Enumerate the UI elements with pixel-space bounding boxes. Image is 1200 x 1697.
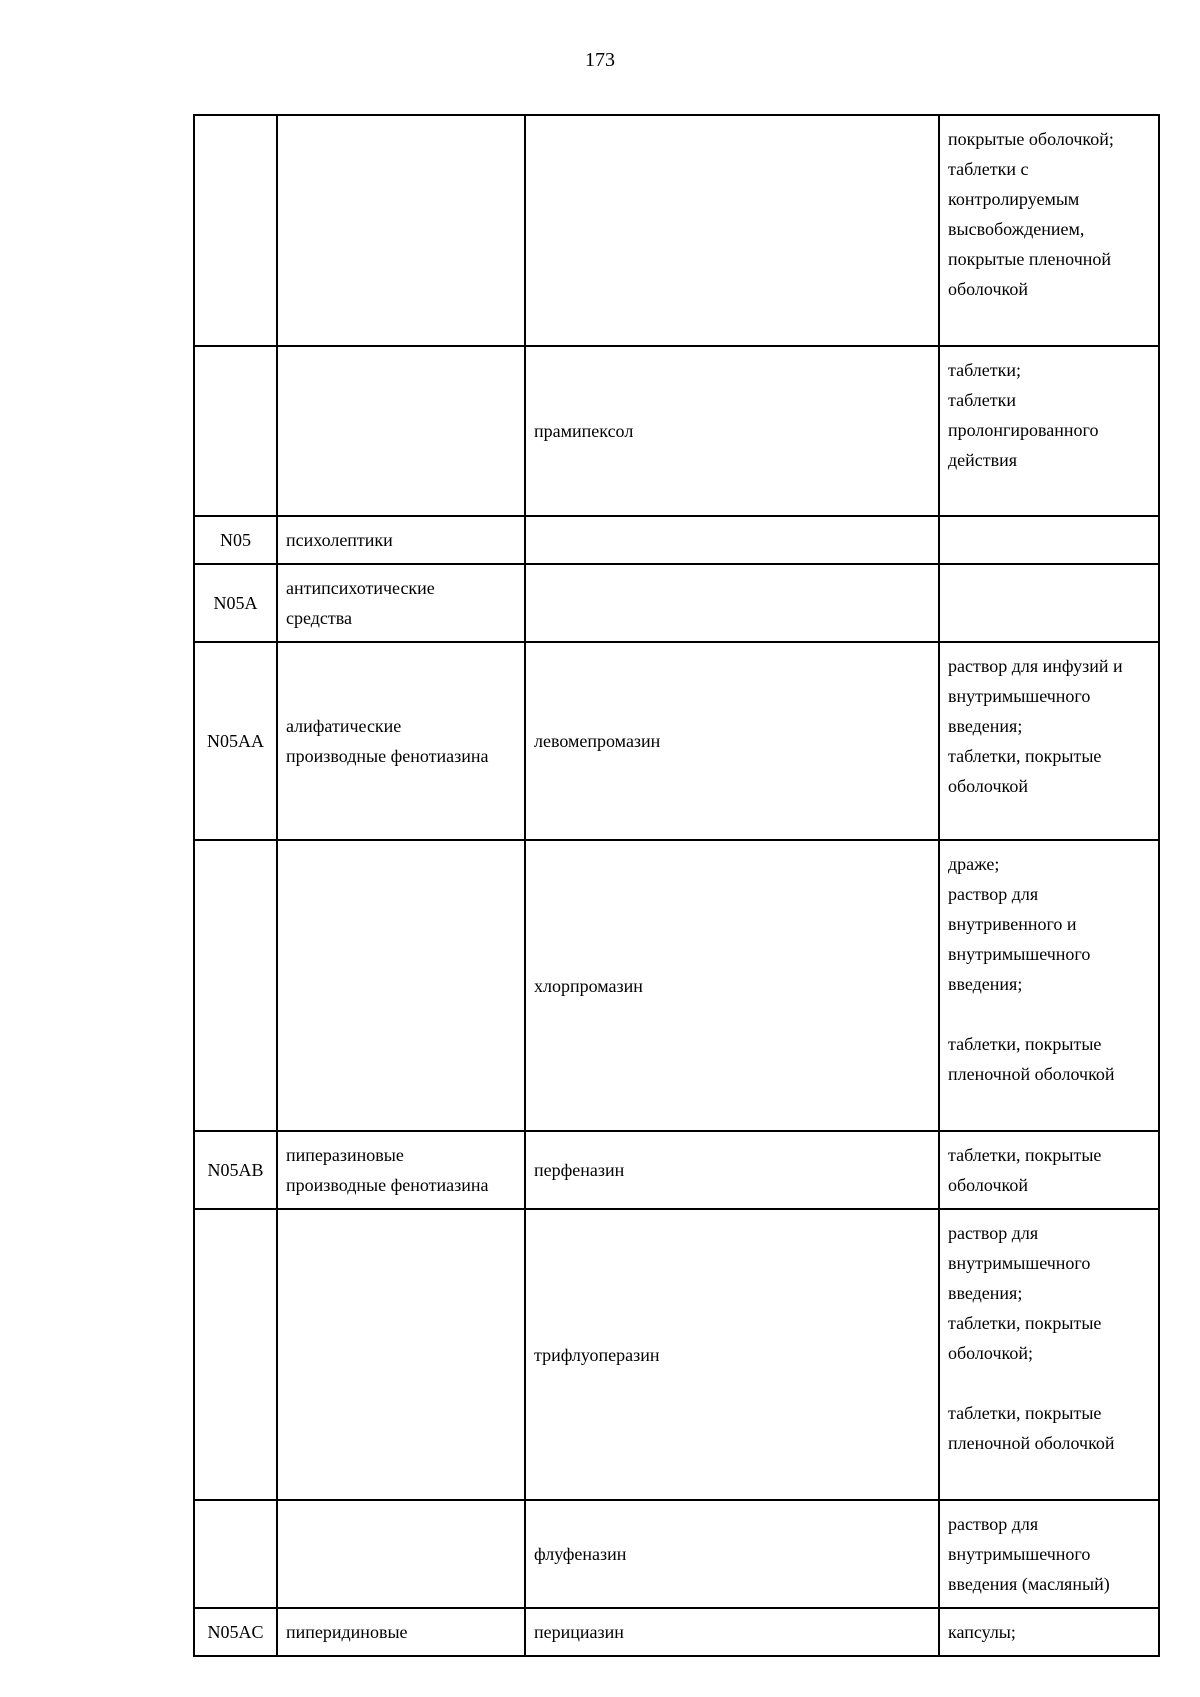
group-name-cell [277, 1500, 525, 1608]
dosage-form-cell: таблетки, покрытые оболочкой [939, 1131, 1159, 1209]
table-row [194, 1209, 1159, 1500]
table-row [194, 1131, 1159, 1209]
group-name-cell [277, 840, 525, 1131]
page-number: 173 [585, 49, 615, 71]
table-row [194, 564, 1159, 642]
drug-name-cell [525, 564, 939, 642]
atc-code-cell [194, 1209, 277, 1500]
dosage-form-cell: драже; раствор для внутривенного и внутримышечного введения; таблетки, покрытые пленочной оболочкой [939, 840, 1159, 1131]
table-row [194, 840, 1159, 1131]
drug-name-cell: хлорпромазин [525, 840, 939, 1131]
drug-name-cell: прамипексол [525, 346, 939, 516]
group-name-cell [277, 346, 525, 516]
drug-name-cell: левомепромазин [525, 642, 939, 840]
atc-code-cell [194, 840, 277, 1131]
atc-code-cell: N05AA [194, 642, 277, 840]
drug-name-cell: перициазин [525, 1608, 939, 1656]
drug-name-cell [525, 516, 939, 564]
dosage-form-cell: покрытые оболочкой; таблетки с контролируемым высвобождением, покрытые пленочной оболочкой [939, 115, 1159, 346]
atc-code-cell: N05AC [194, 1608, 277, 1656]
dosage-form-cell: раствор для внутримышечного введения; таблетки, покрытые оболочкой; таблетки, покрытые пленочной оболочкой [939, 1209, 1159, 1500]
group-name-cell [277, 115, 525, 346]
table-row [194, 516, 1159, 564]
dosage-form-cell [939, 564, 1159, 642]
drug-name-cell: флуфеназин [525, 1500, 939, 1608]
group-name-cell: антипсихотические средства [277, 564, 525, 642]
dosage-form-cell: раствор для внутримышечного введения (масляный) [939, 1500, 1159, 1608]
atc-code-cell [194, 346, 277, 516]
dosage-form-cell [939, 516, 1159, 564]
drug-table [193, 114, 1160, 1657]
drug-name-cell: перфеназин [525, 1131, 939, 1209]
dosage-form-cell: капсулы; [939, 1608, 1159, 1656]
group-name-cell: пиперазиновые производные фенотиазина [277, 1131, 525, 1209]
atc-code-cell [194, 115, 277, 346]
group-name-cell [277, 1209, 525, 1500]
table-row [194, 115, 1159, 346]
atc-code-cell: N05A [194, 564, 277, 642]
atc-code-cell: N05AB [194, 1131, 277, 1209]
group-name-cell: психолептики [277, 516, 525, 564]
dosage-form-cell: раствор для инфузий и внутримышечного введения; таблетки, покрытые оболочкой [939, 642, 1159, 840]
dosage-form-cell: таблетки; таблетки пролонгированного действия [939, 346, 1159, 516]
group-name-cell: пиперидиновые [277, 1608, 525, 1656]
drug-name-cell [525, 115, 939, 346]
atc-code-cell: N05 [194, 516, 277, 564]
table-row [194, 1608, 1159, 1656]
table-row [194, 1500, 1159, 1608]
atc-code-cell [194, 1500, 277, 1608]
group-name-cell: алифатические производные фенотиазина [277, 642, 525, 840]
table-row [194, 642, 1159, 840]
drug-name-cell: трифлуоперазин [525, 1209, 939, 1500]
table-row [194, 346, 1159, 516]
